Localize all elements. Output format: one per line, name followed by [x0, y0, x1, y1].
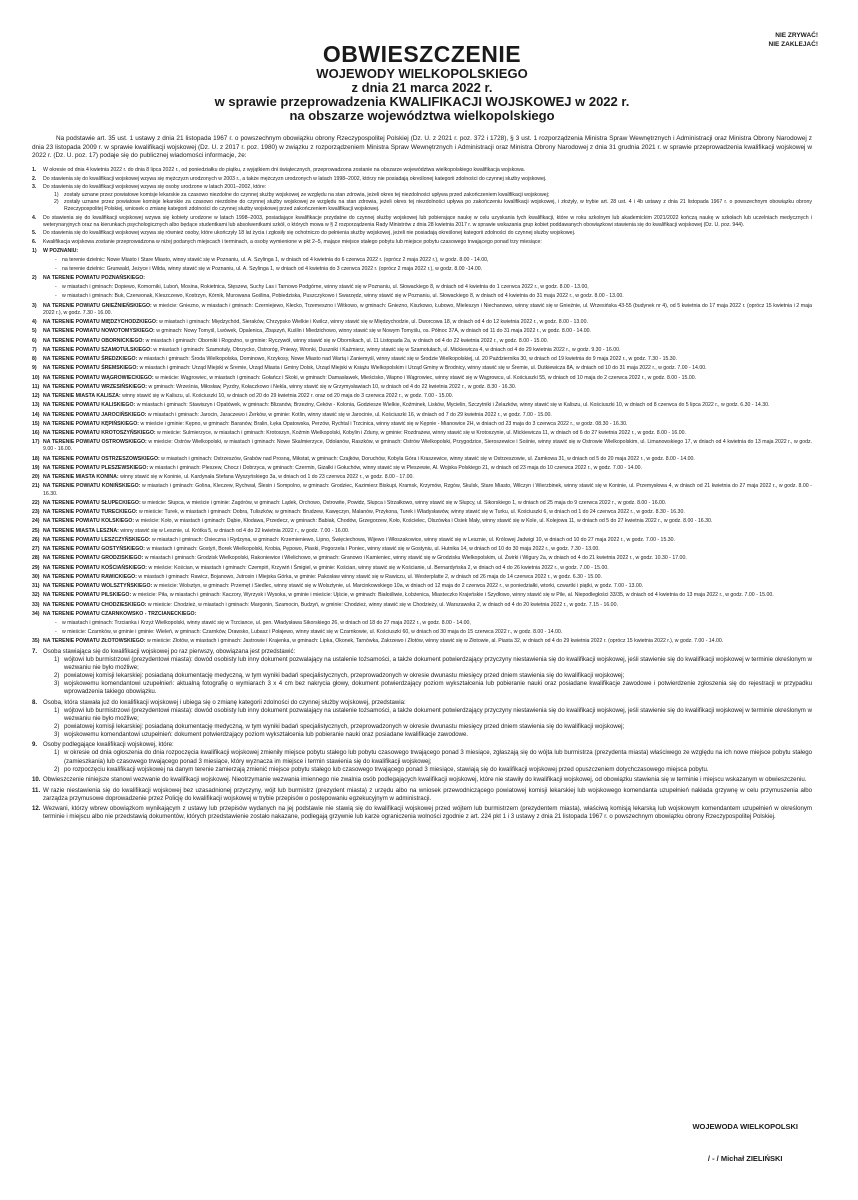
location-details: w miastach i gminach: Urząd Miejski w Śremie, Urząd Miasta i Gminy Dolsk, Urząd Miejski w Książu Wielkopolskim i Urząd Gminy w Brodnicy, winny stawić się w Śremie, ul. Dutkiewicza 8A, w dniach od 10 do 31 maja 2022 r., w godz. 7.00 - 14.00. — [139, 365, 707, 372]
location-details: w miastach i gminach: Jarocin, Jaraczewo i Żerków, w gminie: Kotlin, winny stawić się w Jarocinie, ul. Kościuszki 16, w dniach od 7 do 29 kwietnia 2022 r., w godz. 7.00 - 15.00. — [147, 411, 552, 418]
location-heading: NA TERENIE POWIATU KONIŃSKIEGO: — [43, 483, 141, 490]
location-entry — [32, 638, 812, 645]
item-text: W okresie od dnia 4 kwietnia 2022 r. do dnia 8 lipca 2022 r., od poniedziałku do piątku, z wyjątkiem dni świątecznych, przeprowadzona zostanie na obszarze województwa wielkopolskiego kwalifikacja wojskowa. — [43, 167, 526, 174]
location-entry — [32, 402, 812, 409]
location-entry — [32, 375, 812, 382]
location-heading: NA TERENIE MIASTA LESZNA: — [43, 527, 119, 534]
item-number: 9. — [32, 741, 38, 749]
location-number: 27) — [32, 546, 40, 553]
location-number: 33) — [32, 601, 40, 608]
location-entry — [32, 537, 812, 544]
location-entry — [32, 347, 812, 354]
item-text: Osoba stawiająca się do kwalifikacji wojskowej po raz pierwszy, obowiązana jest przedstawić: — [43, 647, 296, 655]
sub-item — [43, 731, 812, 739]
location-heading: NA TERENIE POWIATU LESZCZYŃSKIEGO: — [43, 536, 151, 543]
item-number: 8. — [32, 698, 38, 706]
numbered-item — [32, 230, 812, 237]
location-number: 35) — [32, 638, 40, 645]
location-entry — [32, 555, 812, 562]
sub-item — [43, 723, 812, 731]
location-details: w gminach: Nowy Tomyśl, Lwówek, Opalenica, Zbąszyń, Kuślin i Miedzichowo, winny stawić się w Nowym Tomyślu, os. Północ 37A, w dniach od 11 do 31 maja 2022 r., w godz. 8.00 - 14.00. — [156, 328, 591, 335]
item-number: 7. — [32, 647, 38, 655]
location-heading: NA TERENIE POWIATU OBORNICKIEGO: — [43, 337, 145, 344]
location-entry — [32, 602, 812, 609]
location-number: 16) — [32, 430, 40, 437]
location-heading: NA TERENIE POWIATU KOLSKIEGO: — [43, 518, 135, 525]
location-number: 5) — [32, 328, 37, 335]
sub-item-number: 1) — [54, 706, 60, 714]
sub-item — [43, 656, 812, 672]
location-heading: NA TERENIE POWIATU WRZESIŃSKIEGO: — [43, 383, 148, 390]
items-7-12 — [32, 648, 812, 822]
location-details: w miastach i gminach: Ostrzeszów, Grabów nad Prosną, Mikstat, w gminach: Czajków, Doruchów, Kobyla Góra i Kraszewice, winny stawić się w Ostrzeszowie, ul. Zamkowa 31, w dniach od 5 do 20 maja 2022 r., w godz. 8.00 - 14.00. — [161, 455, 695, 462]
location-heading: NA TERENIE POWIATU ŚREMSKIEGO: — [43, 365, 139, 372]
signatory-title: WOJEWODA WIELKOPOLSKI — [692, 1122, 798, 1131]
numbered-item — [32, 741, 812, 773]
stamp-line-2: NIE ZAKLEJAĆ! — [768, 40, 818, 48]
location-entry — [32, 465, 812, 472]
sub-item-text: zostały uznane przez powiatowe komisje lekarskie za czasowo niezdolne do czynnej służby wojskowej ze względu na stan zdrowia, jeżeli okres tej niezdolności upływa po zakończeniu kwalifikacji wojskowej, i złożyły, w trybie art. 28 ust. 4 i 4b ustawy z dnia 21 listopada 1967 r. o powszechnym obowiązku obrony Rzeczypospolitej Polskiej, wniosek o zmianę kategorii zdolności do czynnej służby wojskowej przed zakończeniem kwalifikacji wojskowej. — [64, 198, 812, 212]
location-number: 19) — [32, 464, 40, 471]
location-number: 32) — [32, 592, 40, 599]
location-entry — [32, 430, 812, 437]
location-number: 25) — [32, 527, 40, 534]
location-entry — [32, 565, 812, 572]
location-heading: NA TERENIE POWIATU PILSKIEGO: — [43, 592, 132, 599]
numbered-item — [32, 648, 812, 697]
item-number: 10. — [32, 776, 41, 784]
sub-item-text: zostały uznane przez powiatowe komisje lekarskie za czasowo niezdolne do czynnej służby wojskowej ze względu na stan zdrowia, jeżeli okres tej niezdolności upływa przed zakończeniem kwalifikacji wojskowej; — [64, 191, 550, 198]
location-heading: NA TERENIE POWIATU KOŚCIAŃSKIEGO: — [43, 564, 148, 571]
location-details: w gminach: Września, Miłosław, Pyzdry, Kołaczkowo i Nekla, winny stawić się w Grzymysławiach 10, w dniach od 4 do 22 kwietnia 2022 r., w godz. 8.30 - 16.30. — [148, 383, 517, 390]
location-details: w mieście: Sulmierzyce, w miastach i gminach: Krotoszyn, Koźmin Wielkopolski, Kobylin i Zduny, w gminie: Rozdrażew, winny stawić się w Krotoszynie, ul. Mickiewicza 11, w dniach od 6 do 27 kwietnia 2022 r., w godz. 8.00 - 16.00. — [157, 430, 686, 437]
location-details: w miastach i gminach: Golina, Kleczew, Rychwał, Ślesin i Sompolno, w gminach: Grodziec, Kazimierz Biskupi, Kramsk, Krzymów, Rzgów, Skulsk, Stare Miasto, Wilczyn i Wierzbinek, winny stawić się w Koninie, ul. Przemysłowa 4, w dniach od 21 kwietnia do 27 maja 2022 r., w godz. 8.00 - 16.30. — [43, 483, 812, 497]
location-entry — [32, 474, 812, 481]
location-details: w miastach i gminach: Osieczna i Rydzyna, w gminach: Krzemieniewo, Lipno, Święciechowa, Wijewo i Włoszakowice, winny stawić się w Lesznie, ul. Królowej Jadwigi 10, w dniach od 10 do 27 maja 2022 r., w godz. 7.00 - 15.30. — [151, 536, 675, 543]
location-details: winny stawić się w Lesznie, ul. Krótka 5, w dniach od 4 do 22 kwietnia 2022 r., w godz. 7.00 - 16.00. — [120, 527, 350, 534]
sub-item-text: wojskowemu komendantowi uzupełnień: aktualną fotografię o wymiarach 3 x 4 cm bez nakrycia głowy, dokument potwierdzający poziom wykształcenia lub pobieranie nauki oraz posiadane kwalifikacje zawodowe i potwierdzenie zgłoszenia się do rejestracji w przypadku wprowadzenia takiego obowiązku. — [64, 679, 812, 696]
sub-item-number: 3) — [54, 730, 60, 738]
location-heading: NA TERENIE POWIATU CHODZIESKIEGO: — [43, 601, 147, 608]
location-district: - w miastach i gminach: Trzcianka i Krzyż Wielkopolski, winny stawić się w Trzciance, ul. gen. Władysława Sikorskiego 26, w dniach od 18 do 27 maja 2022 r., w godz. 8.00 - 14.00, — [43, 620, 812, 627]
item-text: Do stawienia się do kwalifikacji wojskowej wzywa się kobiety urodzone w latach 1998–2003, posiadające kwalifikacje przydatne do czynnej służby wojskowej lub pobierające naukę w celu uzyskania tych kwalifikacji, które w roku szkolnym lub akademickim 2021/2022 kończą naukę w szkołach lub uczelniach medycznych i weterynaryjnych oraz na kierunkach psychologicznych albo będące studentkami lub absolwentkami szkół, o których mowa w § 2 rozporządzenia Rady Ministrów z dnia 28 kwietnia 2017 r. w sprawie wskazania grup kobiet poddawanych obowiązkowi stawienia się do kwalifikacji wojskowej (Dz. U. poz. 944). — [43, 214, 812, 228]
location-number: 9) — [32, 365, 37, 372]
location-heading: NA TERENIE POWIATU GNIEŹNIEŃSKIEGO: — [43, 302, 152, 309]
location-heading: NA TERENIE MIASTA KONINA: — [43, 474, 119, 481]
sub-item-number: 2) — [54, 198, 59, 205]
item-number: 11. — [32, 786, 41, 794]
location-number: 3) — [32, 302, 37, 309]
item-text: Do stawienia się do kwalifikacji wojskowej wzywa się również osoby, które ukończyły 18 lat życia i zgłosiły się ochotniczo do pełnienia służby wojskowej, jeżeli nie posiadają określonej kategorii zdolności do czynnej służby wojskowej. — [43, 230, 576, 237]
location-heading: NA TERENIE POWIATU GOSTYŃSKIEGO: — [43, 546, 146, 553]
location-details: w mieście: Piła, w miastach i gminach: Kaczory, Wyrzysk i Wysoka, w gminie i mieście: Ujście, w gminach: Białośliwie, Łobżenica, Miasteczko Krajeńskie i Szydłowo, winny stawić się w Pile, al. Niepodległości 33/35, w dniach od 4 kwietnia do 13 maja 2022 r., w godz. 7.00 - 15.00. — [132, 592, 774, 599]
location-district: - na terenie dzielnic: Grunwald, Jeżyce i Wilda, winny stawić się w Poznaniu, ul. A. Szylinga 1, w dniach od 4 kwietnia do 3 czerwca 2022 r. (oprócz 2 maja 2022 r.), w godz. 8.00 -14.00. — [43, 266, 812, 273]
location-entry — [32, 384, 812, 391]
location-entry — [32, 248, 812, 273]
items-1-6 — [32, 167, 812, 246]
numbered-item — [32, 184, 812, 213]
location-number: 31) — [32, 583, 40, 590]
location-number: 20) — [32, 474, 40, 481]
location-number: 13) — [32, 402, 40, 409]
sub-item-number: 2) — [54, 765, 60, 773]
location-details: w mieście: Turek, w miastach i gminach: Dobra, Tuliszków, w gminach: Brudzew, Kawęczyn, Malanów, Przykona, Turek i Władysławów, winny stawić się w Turku, ul. Kościuszki 6, w dniach od 1 do 24 czerwca 2022 r., w godz. 8.30 - 16.30. — [138, 509, 685, 516]
location-details: w mieście: Wolsztyn, w gminach: Przemęt i Siedlec, winny stawić się w Wolsztynie, ul. Marcinkowskiego 10a, w dniach od 12 maja do 2 czerwca 2022 r., w poniedziałki, wtorki, czwartki i piątki, w godz. 7.00 - 13.00. — [153, 583, 644, 590]
location-entry — [32, 275, 812, 300]
location-entry — [32, 583, 812, 590]
sub-item — [43, 766, 812, 774]
area-line: na obszarze województwa wielkopolskiego — [289, 108, 555, 123]
location-heading: NA TERENIE POWIATU SŁUPECKIEGO: — [43, 499, 141, 506]
numbered-item — [32, 699, 812, 739]
location-number: 18) — [32, 455, 40, 462]
location-entry — [32, 303, 812, 317]
location-heading: NA TERENIE POWIATU ZŁOTOWSKIEGO: — [43, 638, 146, 645]
item-number: 3. — [32, 184, 37, 191]
location-heading: NA TERENIE POWIATU KĘPIŃSKIEGO: — [43, 420, 139, 427]
location-district: - w miastach i gminach: Buk, Czerwonak, Kleszczewo, Kostrzyn, Kórnik, Murowana Goślina, Pobiedziska, Puszczykowo i Swarzędz, winny stawić się w Poznaniu, ul. Słowackiego 8, w dniach od 4 kwietnia do 31 maja 2022 r., w godz. 8.00 - 13.00. — [43, 293, 812, 300]
location-district: - w mieście: Czarnków, w gminie i gminie: Wieleń, w gminach: Czarnków, Drawsko, Lubasz i Połajewo, winny stawić się w Czarnkowie, ul. Kościuszki 60, w dniach od 30 maja do 15 czerwca 2022 r., w godz. 8.00 - 14.00. — [43, 629, 812, 636]
location-number: 21) — [32, 483, 40, 490]
numbered-item — [32, 805, 812, 821]
location-number: 7) — [32, 346, 37, 353]
item-number: 4. — [32, 214, 37, 221]
location-heading: NA TERENIE POWIATU ŚREDZKIEGO: — [43, 356, 138, 363]
sub-item — [43, 192, 812, 199]
location-heading: NA TERENIE MIASTA KALISZA: — [43, 393, 121, 400]
sub-item-number: 3) — [54, 679, 60, 687]
sub-item — [43, 199, 812, 213]
location-entry — [32, 456, 812, 463]
location-number: 10) — [32, 374, 40, 381]
location-number: 24) — [32, 518, 40, 525]
sub-item-text: wójtowi lub burmistrzowi (prezydentowi miasta): dowód osobisty lub inny dokument pozwalający na ustalenie tożsamości, a także dokument potwierdzający przyczyny niestawienia się do kwalifikacji wojskowej, jeśli stawienie się do kwalifikacji wojskowej w terminie określonym w wezwaniu nie było możliwe; — [64, 655, 812, 671]
location-details: w mieście: Gniezno, w miastach i gminach: Czerniejewo, Kłecko, Trzemeszno i Witkowo, w gminach: Gniezno, Kiszkowo, Łubowo, Mieleszyn i Niechanowo, winny stawić się w Gnieźnie, ul. Wrzesińska 43-55 (budynek nr 4), od 5 kwietnia do 17 maja 2022 r. (oprócz 15 kwietnia i 2 maja 2022 r.), w godz. 7.30 - 16.00. — [43, 302, 812, 316]
location-heading: NA TERENIE POWIATU KROTOSZYŃSKIEGO: — [43, 430, 156, 437]
location-details: w mieście: Kościan, w miastach i gminach: Czempiń, Krzywiń i Śmigiel, w gminie: Kościan, winny stawić się w Kościanie, ul. Bernardyńska 2, w dniach od 4 do 26 kwietnia 2022 r., w godz. 7.00 - 15.00. — [148, 564, 609, 571]
item-number: 5. — [32, 230, 37, 237]
location-details: w mieście: Wągrowiec, w miastach i gminach: Gołańcz i Skoki, w gminach: Damasławek, Mieścisko, Wapno i Wągrowiec, winny stawić się w Wągrowcu, ul. Kościuszki 55, w dniach od 10 maja do 2 czerwca 2022 r., w godz. 8.00 - 15.00. — [155, 374, 697, 381]
locations-list — [32, 248, 812, 645]
location-details: w mieście: Słupca, w mieście i gminie: Zagórów, w gminach: Lądek, Orchowo, Ostrowite, Powidz, Słupca i Strzałkowo, winny stawić się w Słupcy, ul. Sikorskiego 1, w dniach od 25 maja do 9 czerwca 2022 r., w godz. 8.00 - 16.00. — [142, 499, 667, 506]
sub-item-number: 1) — [54, 655, 60, 663]
location-details: w mieście: Złotów, w miastach i gminach: Jastrowie i Krajenka, w gminach: Lipka, Okonek, Tarnówka, Zakrzewo i Złotów, winny stawić się w Złotowie, al. Piasta 32, w dniach od 4 do 29 kwietnia 2022 r. (oprócz 15 kwietnia 2022 r.), w godz. 7.00 - 14.00. — [146, 638, 724, 645]
location-details: w miastach i gminach: Gostyń, Borek Wielkopolski, Krobia, Pępowo, Piaski, Pogorzela i Poniec, winny stawić się w Gostyniu, ul. Hutnika 14, w dniach od 10 do 30 maja 2022 r., w godz. 7.30 - 13.00. — [146, 546, 600, 553]
item-text: Do stawienia się do kwalifikacji wojskowej wzywa się osoby urodzone w latach 2001–2002, które: — [43, 184, 267, 191]
location-entry — [32, 393, 812, 400]
location-heading: NA TERENIE POWIATU RAWICKIEGO: — [43, 573, 137, 580]
location-details: w miastach i gminach: Rawicz, Bojanowo, Jutrosin i Miejska Górka, w gminie: Pakosław winny stawić się w Rawiczu, ul. Westerplatte 2, w dniach od 26 maja do 14 czerwca 2022 r., w godz. 6.30 - 15.00. — [138, 573, 602, 580]
location-number: 8) — [32, 356, 37, 363]
location-heading: NA TERENIE POWIATU POZNAŃSKIEGO: — [43, 275, 146, 282]
item-text: Obwieszczenie niniejsze stanowi wezwanie do kwalifikacji wojskowej. Nieotrzymanie wezwania imiennego nie zwalnia osób podlegających kwalifikacji wojskowej, które nie stawiły do kwalifikacji wojskowej, od obowiązku stawienia się w terminie i miejscu wskazanym w obwieszczeniu. — [43, 776, 807, 784]
stamp-line-1: NIE ZRYWAĆ! — [775, 32, 818, 39]
location-entry — [32, 518, 812, 525]
location-entry — [32, 412, 812, 419]
location-number: 4) — [32, 319, 37, 326]
location-number: 30) — [32, 573, 40, 580]
location-number: 14) — [32, 411, 40, 418]
location-entry — [32, 319, 812, 326]
sub-item-text: wójtowi lub burmistrzowi (prezydentowi miasta): dowód osobisty lub inny dokument pozwalający na ustalenie tożsamości, a także dokument potwierdzający przyczyny niestawienia się do kwalifikacji wojskowej, jeśli stawienie się do kwalifikacji wojskowej w terminie określonym w wezwaniu nie było możliwe; — [64, 706, 812, 722]
location-heading: NA TERENIE POWIATU SZAMOTULSKIEGO: — [43, 346, 152, 353]
location-details: winny stawić się w Koninie, ul. Kardynała Stefana Wyszyńskiego 3a, w dniach od 1 do 23 czerwca 2022 r., w godz. 8.00 - 17.00. — [120, 474, 414, 481]
location-entry — [32, 500, 812, 507]
location-district: - na terenie dzielnic: Nowe Miasto i Stare Miasto, winny stawić się w Poznaniu, ul. A. Szylinga 1, w dniach od 4 kwietnia do 6 czerwca 2022 r. (oprócz 2 maja 2022 r.), w godz. 8.00 - 14.00, — [43, 257, 812, 264]
location-number: 6) — [32, 337, 37, 344]
signature-block — [692, 1120, 798, 1166]
location-entry — [32, 338, 812, 345]
sub-item-number: 1) — [54, 749, 60, 757]
location-number: 15) — [32, 420, 40, 427]
location-details: w mieście: Chodzież, w miastach i gminach: Margonin, Szamocin, Budzyń, w gminie: Chodzież, winny stawić się w Chodzieży, ul. Warszawska 2, w dniach od 4 do 20 kwietnia 2022 r., w godz. 7.15 - 16.00. — [147, 601, 618, 608]
sub-item — [43, 707, 812, 723]
location-number: 34) — [32, 610, 40, 617]
location-district: - w miastach i gminach: Dopiewo, Komorniki, Luboń, Mosina, Rokietnica, Stęszew, Suchy Las i Tarnowo Podgórne, winny stawić się w Poznaniu, ul. Słowackiego 8, w dniach od 4 kwietnia do 1 czerwca 2022 r., w godz. 8.00 - 13.00, — [43, 284, 812, 291]
numbered-item — [32, 787, 812, 803]
location-heading: NA TERENIE POWIATU NOWOTOMYSKIEGO: — [43, 328, 155, 335]
location-heading: NA TERENIE POWIATU CZARNKOWSKO - TRZCIANECKIEGO: — [43, 610, 197, 617]
location-details: w miastach i gminach: Oborniki i Rogoźno, w gminie: Ryczywół, winny stawić się w Obornikach, ul. 11 Listopada 2a, w dniach od 4 do 22 kwietnia 2022 r., w godz. 8.00 - 15.00. — [145, 337, 549, 344]
item-text: W razie niestawienia się do kwalifikacji wojskowej bez uzasadnionej przyczyny, wójt lub burmistrz (prezydent miasta) z urzędu albo na wniosek przewodniczącego powiatowej komisji lekarskiej lub wojskowego komendanta uzupełnień nakłada grzywnę w celu przymuszenia albo zarządza przymusowe doprowadzenie przez Policję do kwalifikacji wojskowej w trybie przepisów o postępowaniu egzekucyjnym w administracji. — [43, 786, 812, 802]
location-details: w mieście: Koło, w miastach i gminach: Dąbie, Kłodawa, Przedecz, w gminach: Babiak, Chodów, Grzegorzew, Koło, Kościelec, Olszówka i Osiek Mały, winny stawić się w Kole, ul. Kolejowa 11, w dniach od 5 do 27 kwietnia 2022 r., w godz. 8.00 - 16.30. — [135, 518, 713, 525]
sub-item-number: 2) — [54, 722, 60, 730]
sub-item-text: w okresie od dnia ogłoszenia do dnia rozpoczęcia kwalifikacji wojskowej zmieniły miejsce pobytu stałego lub pobytu czasowego trwającego ponad 3 miesiące, zgłaszają się do wójta lub burmistrza (prezydenta miasta) właściwego ze względu na ich nowe miejsce pobytu stałego (zamieszkania) lub czasowego trwającego ponad 3 miesiące, który wyznacza im miejsce i termin stawienia się do kwalifikacji wojskowej; — [64, 749, 812, 765]
item-text: Do stawienia się do kwalifikacji wojskowej wzywa się mężczyzn urodzonych w 2003 r., a także mężczyzn urodzonych w latach 1998–2002, którzy nie posiadają określonej kategorii zdolności do czynnej służby wojskowej. — [43, 175, 547, 182]
location-entry — [32, 328, 812, 335]
location-number: 12) — [32, 393, 40, 400]
location-heading: NA TERENIE POWIATU GRODZISKIEGO: — [43, 555, 144, 562]
sub-item-text: powiatowej komisji lekarskiej: posiadaną dokumentację medyczną, w tym wyniki badań specjalistycznych, przeprowadzonych w okresie dwunastu miesięcy przed dniem stawienia się do kwalifikacji wojskowej; — [64, 722, 625, 730]
location-details: w miastach i gminach: Szamotuły, Obrzycko, Ostroróg, Pniewy, Wronki, Duszniki i Kaźmierz, winny stawić się w Szamotułach, ul. Mickiewicza 4, w dniach od 4 do 29 kwietnia 2022 r., w godz. 9.30 - 16.00. — [153, 346, 621, 353]
location-entry — [32, 356, 812, 363]
notice-header — [32, 42, 812, 123]
item-number: 6. — [32, 239, 37, 246]
location-number: 28) — [32, 555, 40, 562]
sub-item — [43, 680, 812, 696]
location-entry — [32, 439, 812, 453]
location-details: w miastach i gminach: Pleszew, Chocz i Dobrzyca, w gminach: Czermin, Gizałki i Gołuchów, winny stawić się w Pleszewie, Al. Wojska Polskiego 21, w dniach od 23 maja do 10 czerwca 2022 r., w godz. 7.00 - 14.00. — [149, 464, 643, 471]
location-details: w miastach i gminach: Międzychód, Sieraków, Chrzypsko Wielkie i Kwilcz, winny stawić się w Międzychodzie, ul. Dworcowa 18, w dniach od 4 do 12 kwietnia 2022 r., w godz. 8.00 - 13.00. — [159, 319, 588, 326]
location-entry — [32, 546, 812, 553]
location-entry — [32, 611, 812, 636]
item-text: Wezwani, którzy wbrew obowiązkom wynikającym z ustawy lub przepisów wydanych na jej podstawie nie stawią się do kwalifikacji wojskowej przed wójtem lub burmistrzem (prezydentem miasta), właściwą komisją lekarską lub wojskowym komendantem uzupełnień w określonym terminie i miejscu albo nie przedstawią dokumentów, których przedstawienie zostało nakazane, podlegają grzywnie lub karze ograniczenia wolności zgodnie z art. 224 pkt 1 i 3 ustawy z dnia 21 listopada 1967 r. o powszechnym obowiązku obrony Rzeczypospolitej Polskiej. — [43, 805, 812, 821]
location-heading: NA TERENIE POWIATU WOLSZTYŃSKIEGO: — [43, 583, 153, 590]
location-number: 17) — [32, 439, 40, 446]
sub-item-text: wojskowemu komendantowi uzupełnień: dokument potwierdzający poziom wykształcenia lub pobieranie nauki oraz posiadane kwalifikacje zawodowe. — [64, 730, 469, 738]
location-entry — [32, 574, 812, 581]
item-text: Osoba, która stawała już do kwalifikacji wojskowej i ubiega się o zmianę kategorii zdolności do czynnej służby wojskowej, przedstawia: — [43, 698, 406, 706]
location-entry — [32, 509, 812, 516]
numbered-item — [32, 776, 812, 784]
location-entry — [32, 421, 812, 428]
location-heading: NA TERENIE POWIATU PLESZEWSKIEGO: — [43, 464, 149, 471]
location-heading: NA TERENIE POWIATU OSTROWSKIEGO: — [43, 439, 147, 446]
sub-item-text: po rozpoczęciu kwalifikacji wojskowej na danym terenie zamierzają zmienić miejsce pobytu stałego lub czasowego trwającego ponad 3 miesiące, stawiają się do kwalifikacji wojskowej przed opuszczeniem dotychczasowego miejsca pobytu. — [64, 765, 709, 773]
item-number: 1. — [32, 167, 37, 174]
item-number: 12. — [32, 805, 41, 813]
numbered-item — [32, 239, 812, 246]
location-number: 23) — [32, 509, 40, 516]
location-details: w miastach i gminach: Grodzisk Wielkopolski, Rakoniewice i Wielichowo, w gminach: Granowo i Kamieniec, winny stawić się w Grodzisku Wielkopolskim, ul. Żwirki i Wigury 2a, w dniach od 4 do 21 kwietnia 2022 r., w godz. 10.30 - 17.00. — [144, 555, 687, 562]
location-entry — [32, 528, 812, 535]
sub-item — [43, 749, 812, 765]
location-heading: NA TERENIE POWIATU TURECKIEGO: — [43, 509, 138, 516]
legal-basis-intro: Na podstawie art. 35 ust. 1 ustawy z dnia 21 listopada 1967 r. o powszechnym obowiązku obrony Rzeczypospolitej Polskiej (Dz. U. z 2021 r. poz. 372 i 1728), § 3 ust. 1 rozporządzenia Ministra Spraw Wewnętrznych i Administracji oraz Ministra Obrony Narodowej z dnia 23 listopada 2009 r. w sprawie kwalifikacji wojskowej (Dz. U. z 2017 r. poz. 1980) w związku z rozporządzeniem Ministra Spraw Wewnętrznych i Administracji oraz Ministra Obrony Narodowej z dnia 31 grudnia 2021 r. w sprawie przeprowadzenia kwalifikacji wojskowej w 2022 r. (Dz. U. poz. 17) podaje się do publicznej wiadomości informacje, że: — [32, 135, 812, 160]
location-heading: NA TERENIE POWIATU MIĘDZYCHODZKIEGO: — [43, 319, 158, 326]
signatory-name: / - / Michał ZIELIŃSKI — [707, 1154, 783, 1163]
location-heading: W POZNANIU: — [43, 248, 79, 255]
numbered-item — [32, 167, 812, 174]
location-number: 1) — [32, 248, 37, 255]
location-number: 22) — [32, 499, 40, 506]
sub-item-number: 1) — [54, 191, 59, 198]
notice-title: OBWIESZCZENIE — [322, 41, 522, 67]
location-number: 29) — [32, 564, 40, 571]
location-heading: NA TERENIE POWIATU KALISKIEGO: — [43, 402, 136, 409]
location-entry — [32, 483, 812, 497]
location-heading: NA TERENIE POWIATU WĄGROWIECKIEGO: — [43, 374, 154, 381]
location-details: winny stawić się w Kaliszu, ul. Kościuszki 10, w dniach od 20 do 29 kwietnia 2022 r. oraz od 20 maja do 3 czerwca 2022 r., w godz. 7.00 - 15.00. — [122, 393, 454, 400]
numbered-item — [32, 176, 812, 183]
location-number: 11) — [32, 383, 40, 390]
item-text: Kwalifikacja wojskowa zostanie przeprowadzona w niżej podanych miejscach i terminach, a osoby wymienione w pkt 2–5, mające miejsce stałego pobytu lub miejsce pobytu czasowego trwającego ponad trzy miesiące: — [43, 239, 542, 246]
location-entry — [32, 592, 812, 599]
location-heading: NA TERENIE POWIATU JAROCIŃSKIEGO: — [43, 411, 147, 418]
location-entry — [32, 365, 812, 372]
location-number: 26) — [32, 536, 40, 543]
location-details: w mieście: Ostrów Wielkopolski, w miastach i gminach: Nowe Skalmierzyce, Odolanów, Raszków, w gminach: Ostrów Wielkopolski, Przygodzice, Sieroszewice i Sośnie, winny stawić się w Ostrowie Wielkopolskim, ul. Limanowskiego 17, w dniach od 4 kwietnia do 13 maja 2022 r., w godz. 9.00 - 16.00. — [43, 439, 813, 453]
subject-line: w sprawie przeprowadzenia KWALIFIKACJI WOJSKOWEJ w 2022 r. — [214, 94, 630, 109]
location-details: w miastach i gminach: Środa Wielkopolska, Dominowo, Krzykosy, Nowe Miasto nad Wartą i Zaniemyśl, winny stawić się w Środzie Wielkopolskiej, ul. 20 Października 30, w dniach od 19 kwietnia do 9 maja 2022 r., w godz. 7.30 - 15.30. — [138, 356, 678, 363]
do-not-remove-stamp — [769, 32, 818, 49]
location-details: w miastach i gminach: Stawiszyn i Opatówek, w gminach: Blizanów, Brzeziny, Ceków - Kolonia, Godziesze Wielkie, Koźminek, Lisków, Mycielin, Szczytniki i Żelazków, winny stawić się w Kaliszu, ul. Kościuszki 10, w dniach od 8 czerwca do 5 lipca 2022 r., w godz. 6.30 - 14.30. — [136, 402, 770, 409]
sub-item-text: powiatowej komisji lekarskiej: posiadaną dokumentację medyczną, w tym wyniki badań specjalistycznych, przeprowadzonych w okresie dwunastu miesięcy przed dniem stawienia się do kwalifikacji wojskowej; — [64, 671, 625, 679]
sub-item — [43, 672, 812, 680]
location-details: w mieście i gminie: Kępno, w gminach: Baranów, Bralin, Łęka Opatowska, Perzów, Rychtal i Trzcinica, winny stawić się w Kępnie - Mianowice 2H, w dniach od 23 maja do 3 czerwca 2022 r., w godz. 08.30 - 16.30. — [140, 420, 628, 427]
notice-body — [32, 167, 812, 821]
location-heading: NA TERENIE POWIATU OSTRZESZOWSKIEGO: — [43, 455, 160, 462]
item-text: Osoby podlegające kwalifikacji wojskowej, które: — [43, 741, 174, 749]
item-number: 2. — [32, 175, 37, 182]
numbered-item — [32, 215, 812, 229]
date-line: z dnia 21 marca 2022 r. — [351, 80, 493, 95]
sub-item-number: 2) — [54, 671, 60, 679]
issuer-line: WOJEWODY WIELKOPOLSKIEGO — [316, 66, 528, 81]
location-number: 2) — [32, 275, 37, 282]
